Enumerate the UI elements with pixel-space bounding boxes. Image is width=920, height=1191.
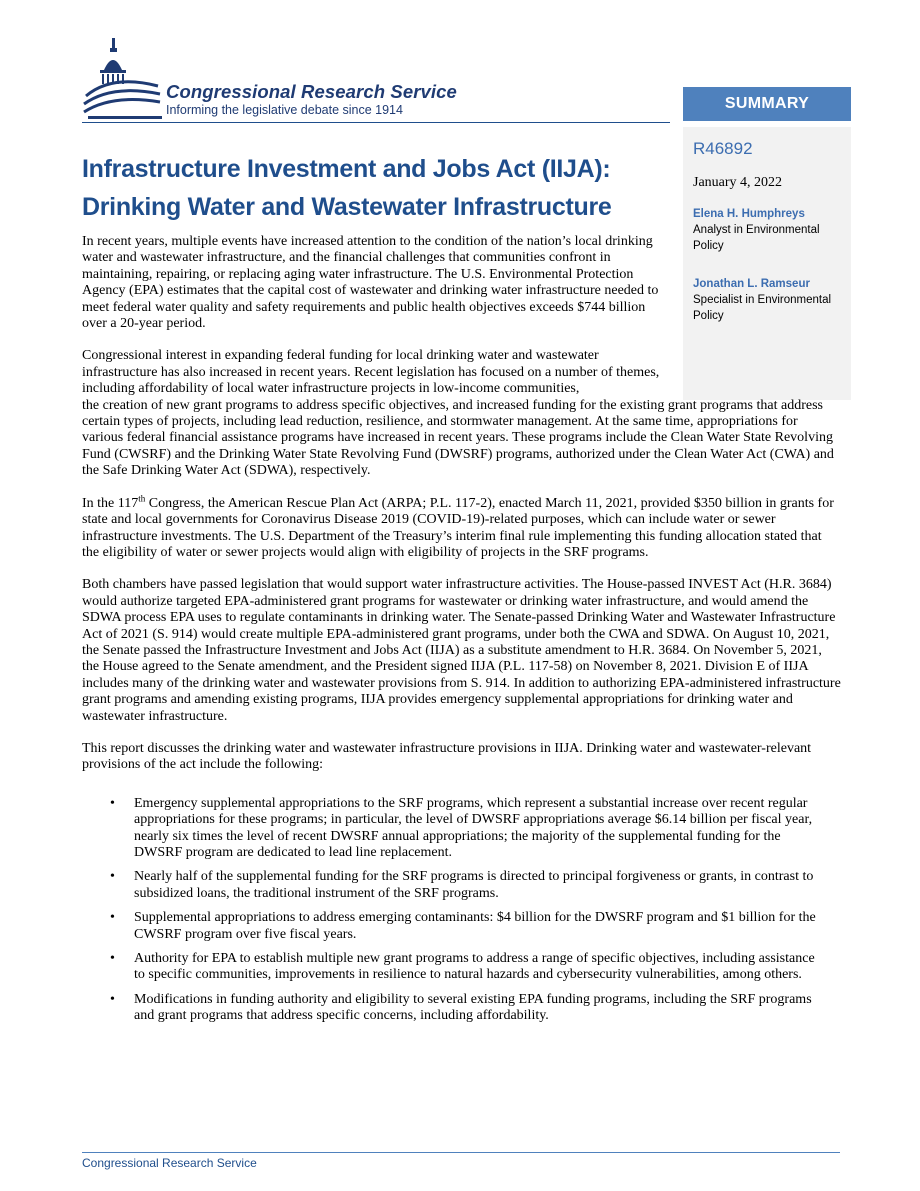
crs-logo [82,34,482,124]
list-item: • Emergency supplemental appropriations to the SRF programs, which represent a substantial increase over recent regular appropriations for these programs; in particular, the level of DWSRF appropriations average $6.14 billion per fiscal year, nearly six times the level of recent DWSRF annual appropriations; the majority of the supplemental funding for the DWSRF program are dedicated to lead line replacement. [134,796,824,862]
paragraph [82,493,842,562]
paragraph: This report discusses the drinking water and wastewater infrastructure provisions in IIJA. Drinking water and wastewater-relevant provisions of the act include the following: [82,740,812,773]
paragraph-text: In the 117 [82,495,139,511]
provisions-list [134,796,824,1025]
header-divider [82,122,670,123]
paragraph-rest: the creation of new grant programs to address specific objectives, and increased funding for the existing grant programs that address certain types of projects, including lead reduction, resilience, and stormwater management. At the same time, appropriations for various federal financial assistance programs have increased in recent years. These programs include the Clean Water State Revolving Fund (CWSRF) and the Drinking Water State Revolving Fund (DWSRF) programs, authorized under the Clean Water Act (CWA) and the Safe Drinking Water Act (SDWA), respectively. [82,397,834,479]
report-title [82,150,682,226]
paragraph-lead: Congressional interest in expanding federal funding for local drinking water and wastewater infrastructure has also increased in recent years. Recent legislation has focused on a number of themes, including affordability of local water infrastructure projects in low-income communities, [82,348,660,397]
author-title: Specialist in Environmental Policy [693,294,832,322]
superscript: th [138,493,146,504]
org-name: Congressional Research Service [166,81,457,102]
title-line: Infrastructure Investment and Jobs Act (IIJA): [82,155,611,183]
author-title: Analyst in Environmental Policy [693,224,820,252]
author-name[interactable]: Elena H. Humphreys [693,208,805,220]
author-name[interactable]: Jonathan L. Ramseur [693,278,810,290]
page-footer: Congressional Research Service [82,1156,257,1170]
capitol-dome-icon [82,34,164,122]
list-item: • Nearly half of the supplemental funding for the SRF programs is directed to principal forgiveness or grants, in contrast to subsidized loans, the traditional instrument of the SRF programs. [134,869,824,902]
summary-heading: SUMMARY [683,87,851,121]
paragraph [82,348,842,479]
footer-divider [82,1152,840,1153]
list-item: • Modifications in funding authority and eligibility to several existing EPA funding programs, including the SRF programs and grant programs that address specific concerns, including affordability. [134,992,824,1025]
summary-body [82,234,842,1033]
paragraph: In recent years, multiple events have increased attention to the condition of the nation’s local drinking water and wastewater infrastructure, and the financial challenges that communities confront in maintaining, repairing, or replacing aging water infrastructure. The U.S. Environmental Protection Agency (EPA) estimates that the capital cost of wastewater and drinking water infrastructure needed to meet federal water quality and safety requirements and public health objectives exceeds $744 billion over a 20-year period. [82,234,659,332]
list-item: • Supplemental appropriations to address emerging contaminants: $4 billion for the DWSRF program and $1 billion for the CWSRF program over five fiscal years. [134,910,824,943]
report-number: R46892 [693,139,753,158]
title-line: Drinking Water and Wastewater Infrastructure [82,193,612,221]
paragraph: Both chambers have passed legislation that would support water infrastructure activities. The House-passed INVEST Act (H.R. 3684) would authorize targeted EPA-administered grant programs for wastewater or drinking water infrastructure, and would amend the SDWA process EPA uses to regulate contaminants in drinking water. The Senate-passed Drinking Water and Wastewater Infrastructure Act of 2021 (S. 914) would create multiple EPA-administered grant programs, under both the CWA and SDWA. On August 10, 2021, the Senate passed the Infrastructure Investment and Jobs Act (IIJA) as a substitute amendment to H.R. 3684. On November 5, 2021, the House agreed to the Senate amendment, and the President signed IIJA (P.L. 117-58) on November 8, 2021. Division E of IIJA includes many of the drinking water and wastewater provisions from S. 914. In addition to authorizing EPA-administered infrastructure grant programs and amending existing programs, IIJA provides emergency supplemental appropriations for drinking water and wastewater infrastructure. [82,577,841,724]
paragraph-text: Congress, the American Rescue Plan Act (ARPA; P.L. 117-2), enacted March 11, 2021, provided $350 billion in grants for state and local governments for Coronavirus Disease 2019 (COVID-19)-related purposes, which can include water or sewer infrastructure investments. The U.S. Department of the Treasury’s interim final rule implementing this funding allocation stated that the eligibility of water or sewer projects would align with eligibility of projects in the SRF programs. [82,495,834,560]
org-tagline: Informing the legislative debate since 1914 [166,103,403,117]
report-date: January 4, 2022 [693,175,783,190]
list-item: • Authority for EPA to establish multiple new grant programs to address a range of specific objectives, including assistance to specific communities, improvements in resilience to natural hazards and cybersecurity vulnerabilities, among others. [134,951,824,984]
